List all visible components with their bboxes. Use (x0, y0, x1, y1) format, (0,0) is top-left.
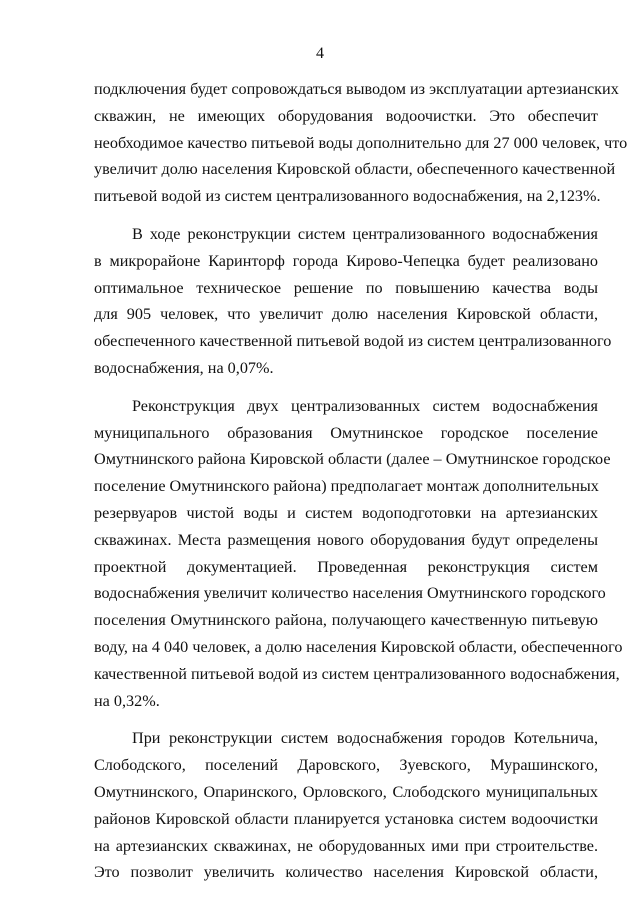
text-line: увеличит долю населения Кировской области, обеспеченного качественной (94, 160, 616, 179)
text-line: необходимое качество питьевой воды дополнительно для 27 000 человек, что (94, 133, 628, 152)
text-line: на артезианских скважинах, не оборудованных ими при строительстве. (94, 836, 598, 855)
text-line: При реконструкции систем водоснабжения городов Котельнича, (132, 729, 598, 748)
document-body (94, 76, 628, 886)
text-line: водоснабжения увеличит количество населения Омутнинского городского (94, 584, 606, 603)
page-number: 4 (316, 45, 324, 62)
text-line: оптимальное техническое решение по повышению качества воды (94, 278, 598, 297)
text-line: в микрорайоне Каринторф города Кирово-Чепецка будет реализовано (94, 251, 598, 270)
paragraph-3 (94, 393, 623, 715)
text-line: муниципального образования Омутнинское городское поселение (94, 423, 598, 442)
text-line: Слободского, поселений Даровского, Зуевского, Мурашинского, (94, 756, 598, 775)
text-line: поселения Омутнинского района, получающего качественную питьевую (94, 611, 598, 630)
text-line: для 905 человек, что увеличит долю населения Кировской области, (94, 305, 598, 324)
text-line: водоснабжения, на 0,07%. (94, 358, 274, 377)
text-line: скважин, не имеющих оборудования водоочистки. Это обеспечит (94, 106, 598, 125)
text-line: поселение Омутнинского района) предполагает монтаж дополнительных (94, 477, 599, 496)
text-line: районов Кировской области планируется установка систем водоочистки (94, 809, 598, 828)
paragraph-1 (94, 76, 628, 210)
text-line: подключения будет сопровождаться выводом из эксплуатации артезианских (94, 80, 619, 98)
text-line: В ходе реконструкции систем централизованного водоснабжения (132, 224, 598, 243)
text-line: Это позволит увеличить количество населения Кировской области, (94, 863, 598, 882)
text-line: резервуаров чистой воды и систем водоподготовки на артезианских (94, 503, 598, 522)
text-line: Омутнинского района Кировской области (далее – Омутнинское городское (94, 450, 611, 469)
text-line: скважинах. Места размещения нового оборудования будут определены (94, 530, 598, 549)
text-line: на 0,32%. (94, 691, 160, 710)
text-line: обеспеченного качественной питьевой водой из систем централизованного (94, 332, 612, 351)
text-line: качественной питьевой водой из систем централизованного водоснабжения, (94, 664, 620, 683)
text-line: питьевой водой из систем централизованного водоснабжения, на 2,123%. (94, 187, 601, 206)
text-line: Омутнинского, Опаринского, Орловского, Слободского муниципальных (94, 782, 598, 801)
paragraph-4 (94, 725, 598, 886)
paragraph-2 (94, 221, 612, 382)
text-line: проектной документацией. Проведенная реконструкция систем (94, 557, 598, 576)
text-line: Реконструкция двух централизованных систем водоснабжения (132, 396, 598, 415)
text-line: воду, на 4 040 человек, а долю населения Кировской области, обеспеченного (94, 637, 623, 656)
